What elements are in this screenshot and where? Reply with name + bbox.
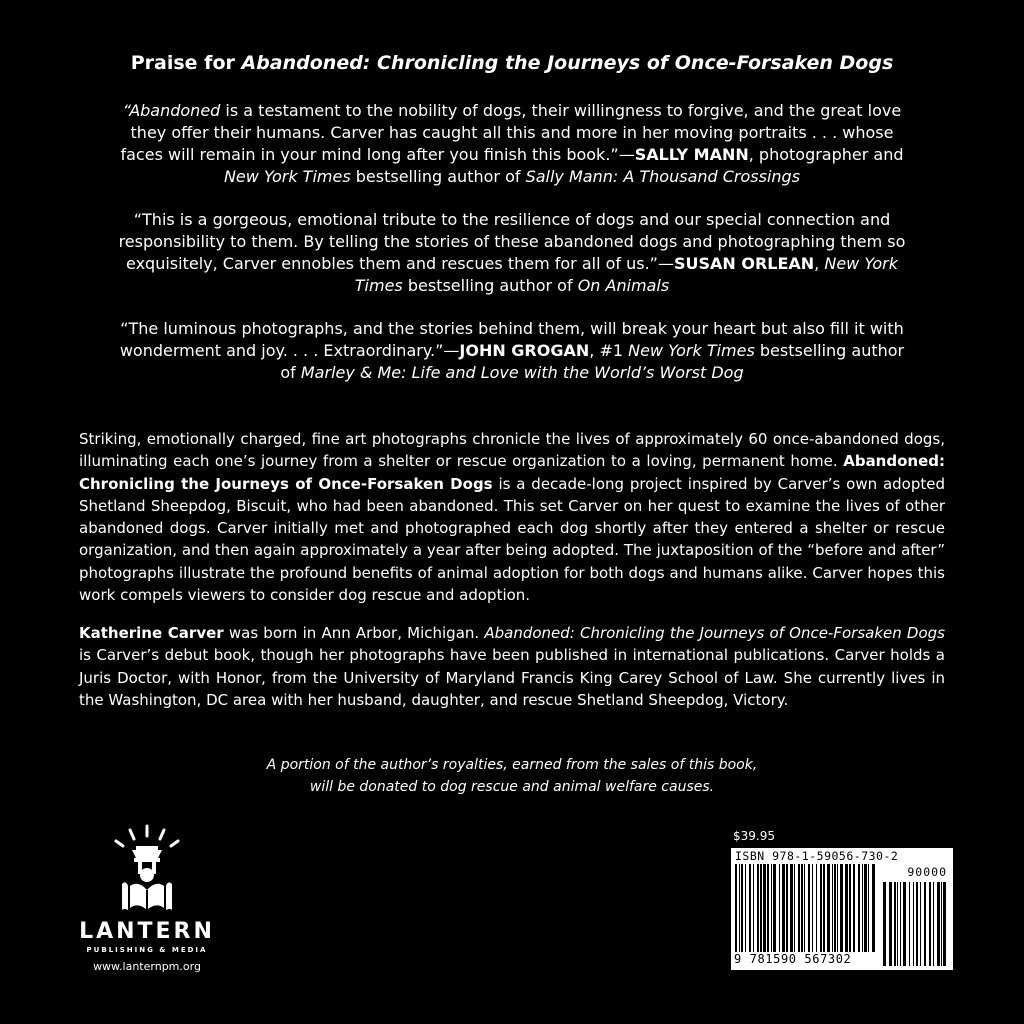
barcode-bar xyxy=(900,882,901,966)
barcode-bar xyxy=(941,882,942,966)
praise-book-title: Abandoned: Chronicling the Journeys of Once-Forsaken Dogs xyxy=(241,52,894,74)
barcode-bar xyxy=(767,864,769,952)
barcode-bar xyxy=(753,864,754,952)
praise-quote-1 xyxy=(110,100,914,188)
description-text-b: is a decade-long project inspired by Carver’s own adopted Shetland Sheepdog, Biscuit, who had been abandoned. This set Carver on her quest to examine the lives of other abandoned dogs. Carver initially met and photographed each dog shortly after they entered a shelter or rescue organization, and then again approximately a year after being adopted. The juxtaposition of the “before and after” photographs illustrate the profound benefits of animal adoption for both dogs and humans alike. Carver hopes this work compels viewers to consider dog rescue and adoption. xyxy=(79,474,945,605)
barcode-bar xyxy=(903,882,906,966)
bio-book-title: Abandoned: Chronicling the Journeys of Once-Forsaken Dogs xyxy=(484,624,945,642)
barcode-bar xyxy=(929,882,931,966)
praise-heading xyxy=(0,52,1024,74)
barcode-bar xyxy=(801,864,803,952)
barcode-bar xyxy=(862,864,863,952)
author-bio xyxy=(79,622,945,711)
barcode-bar xyxy=(816,864,817,952)
quote-1-credit-a: , photographer and xyxy=(748,145,904,164)
barcode-bar xyxy=(763,864,766,952)
barcode-bar xyxy=(883,882,886,966)
barcode-bar xyxy=(794,864,795,952)
quote-3-credit-a: , #1 xyxy=(589,341,629,360)
quote-1-text: is a testament to the nobility of dogs, their willingness to forgive, and the great love they offer their humans. Carver has caught all this and more in her moving portraits . . . whose faces will remain in your mind long after you finish this book.”— xyxy=(120,101,902,164)
quote-2-credit-d: On Animals xyxy=(577,276,670,295)
quote-2-credit-c: bestselling author of xyxy=(402,276,578,295)
quote-2-credit-b: New York Times xyxy=(354,254,898,295)
isbn-barcode xyxy=(731,848,953,970)
isbn-label: ISBN 978-1-59056-730-2 xyxy=(735,849,899,863)
barcode-bar xyxy=(933,882,934,966)
barcode-digits: 9 781590 567302 xyxy=(734,952,852,966)
bio-text-a: was born in Ann Arbor, Michigan. xyxy=(223,624,485,642)
barcode-bar xyxy=(739,864,740,952)
praise-prefix: Praise for xyxy=(130,52,242,74)
barcode-bar xyxy=(889,882,892,966)
quote-1-credit-b: New York Times xyxy=(223,167,351,186)
barcode-bar xyxy=(760,864,762,952)
barcode-bar xyxy=(858,864,860,952)
lantern-reader-icon xyxy=(72,822,222,920)
royalties-line-2: will be donated to dog rescue and animal welfare causes. xyxy=(309,779,715,795)
barcode-bar xyxy=(909,882,910,966)
barcode-bar xyxy=(913,882,914,966)
barcode-bar xyxy=(771,864,772,952)
barcode-bar xyxy=(812,864,813,952)
barcode-bar xyxy=(924,882,926,966)
barcode-bar xyxy=(773,864,776,952)
barcode-bar xyxy=(845,864,848,952)
barcode-bar xyxy=(897,882,898,966)
barcode-bar xyxy=(872,864,875,952)
barcode-bar xyxy=(834,864,836,952)
barcode-bar xyxy=(868,864,869,952)
barcode-bar xyxy=(779,864,780,952)
barcode-bar xyxy=(790,864,793,952)
barcode-bar xyxy=(823,864,825,952)
barcode-bar xyxy=(808,864,810,952)
publisher-name: LANTERN xyxy=(79,919,215,944)
quote-2-text: “This is a gorgeous, emotional tribute to the resilience of dogs and our special connection and responsibility to them. By telling the stories of these abandoned dogs and photographing them so exquisitely, Carver ennobles them and rescues them for all of us.”— xyxy=(118,210,906,273)
praise-quote-3 xyxy=(110,318,914,384)
barcode-bar xyxy=(840,864,843,952)
barcode-bar xyxy=(937,882,940,966)
barcode-bar xyxy=(749,864,751,952)
barcode-bar xyxy=(916,882,918,966)
publisher-subtitle: PUBLISHING & MEDIA xyxy=(86,946,208,954)
quote-1-credit-c: bestselling author of xyxy=(350,167,526,186)
quote-3-credit-b: New York Times xyxy=(628,341,755,360)
barcode-bar xyxy=(798,864,800,952)
quote-3-text: “The luminous photographs, and the stories behind them, will break your heart but also fill it with wonderment and joy. . . . Extraordinary.”— xyxy=(119,319,904,360)
quote-2-name: SUSAN ORLEAN xyxy=(673,254,815,273)
royalties-line-1: A portion of the author’s royalties, earned from the sales of this book, xyxy=(266,757,758,773)
barcode-bar xyxy=(837,864,838,952)
quote-3-credit-c: bestselling author of xyxy=(280,341,905,382)
author-name: Katherine Carver xyxy=(79,624,224,642)
barcode-bar xyxy=(745,864,746,952)
barcode-bar xyxy=(849,864,851,952)
barcode-bar xyxy=(832,864,833,952)
barcode-bar xyxy=(894,882,896,966)
barcode-bar xyxy=(786,864,788,952)
barcode-bar xyxy=(782,864,785,952)
quote-1-credit-d: Sally Mann: A Thousand Crossings xyxy=(525,167,801,186)
barcode-addon: 90000 xyxy=(907,865,947,879)
quote-1-name: SALLY MANN xyxy=(634,145,749,164)
book-description xyxy=(79,428,945,606)
barcode-bar xyxy=(741,864,743,952)
price-label: $39.95 xyxy=(733,829,775,843)
barcode-bar xyxy=(757,864,759,952)
barcode-bar xyxy=(864,864,867,952)
royalties-note xyxy=(200,754,824,798)
publisher-logo xyxy=(72,822,222,982)
bio-text-b: is Carver’s debut book, though her photographs have been published in international publications. Carver holds a Juris Doctor, with Honor, from the University of Maryland Francis King Carey School of Law. She currently lives in the Washington, DC area with her husband, daughter, and rescue Shetland Sheepdog, Victory. xyxy=(79,646,945,709)
description-text-a: Striking, emotionally charged, fine art photographs chronicle the lives of approximately 60 once-abandoned dogs, illuminating each one’s journey from a shelter or rescue organization to a loving, permanent home. xyxy=(79,430,945,471)
quote-1-title: “Abandoned xyxy=(122,101,221,120)
barcode-bar xyxy=(920,882,921,966)
description-book-title: Abandoned: Chronicling the Journeys of Once-Forsaken Dogs xyxy=(79,452,945,493)
quote-3-credit-d: Marley & Me: Life and Love with the World’s Worst Dog xyxy=(300,363,744,382)
praise-quote-2 xyxy=(110,209,914,297)
barcode-bar xyxy=(735,864,737,952)
publisher-url: www.lanternpm.org xyxy=(93,960,201,973)
barcode-bar xyxy=(943,882,946,966)
barcode-bar xyxy=(804,864,805,952)
barcode-bar xyxy=(820,864,822,952)
barcode-bar xyxy=(853,864,855,952)
barcode-bar xyxy=(827,864,830,952)
quote-2-credit-a: , xyxy=(814,254,825,273)
quote-3-name: JOHN GROGAN xyxy=(459,341,590,360)
